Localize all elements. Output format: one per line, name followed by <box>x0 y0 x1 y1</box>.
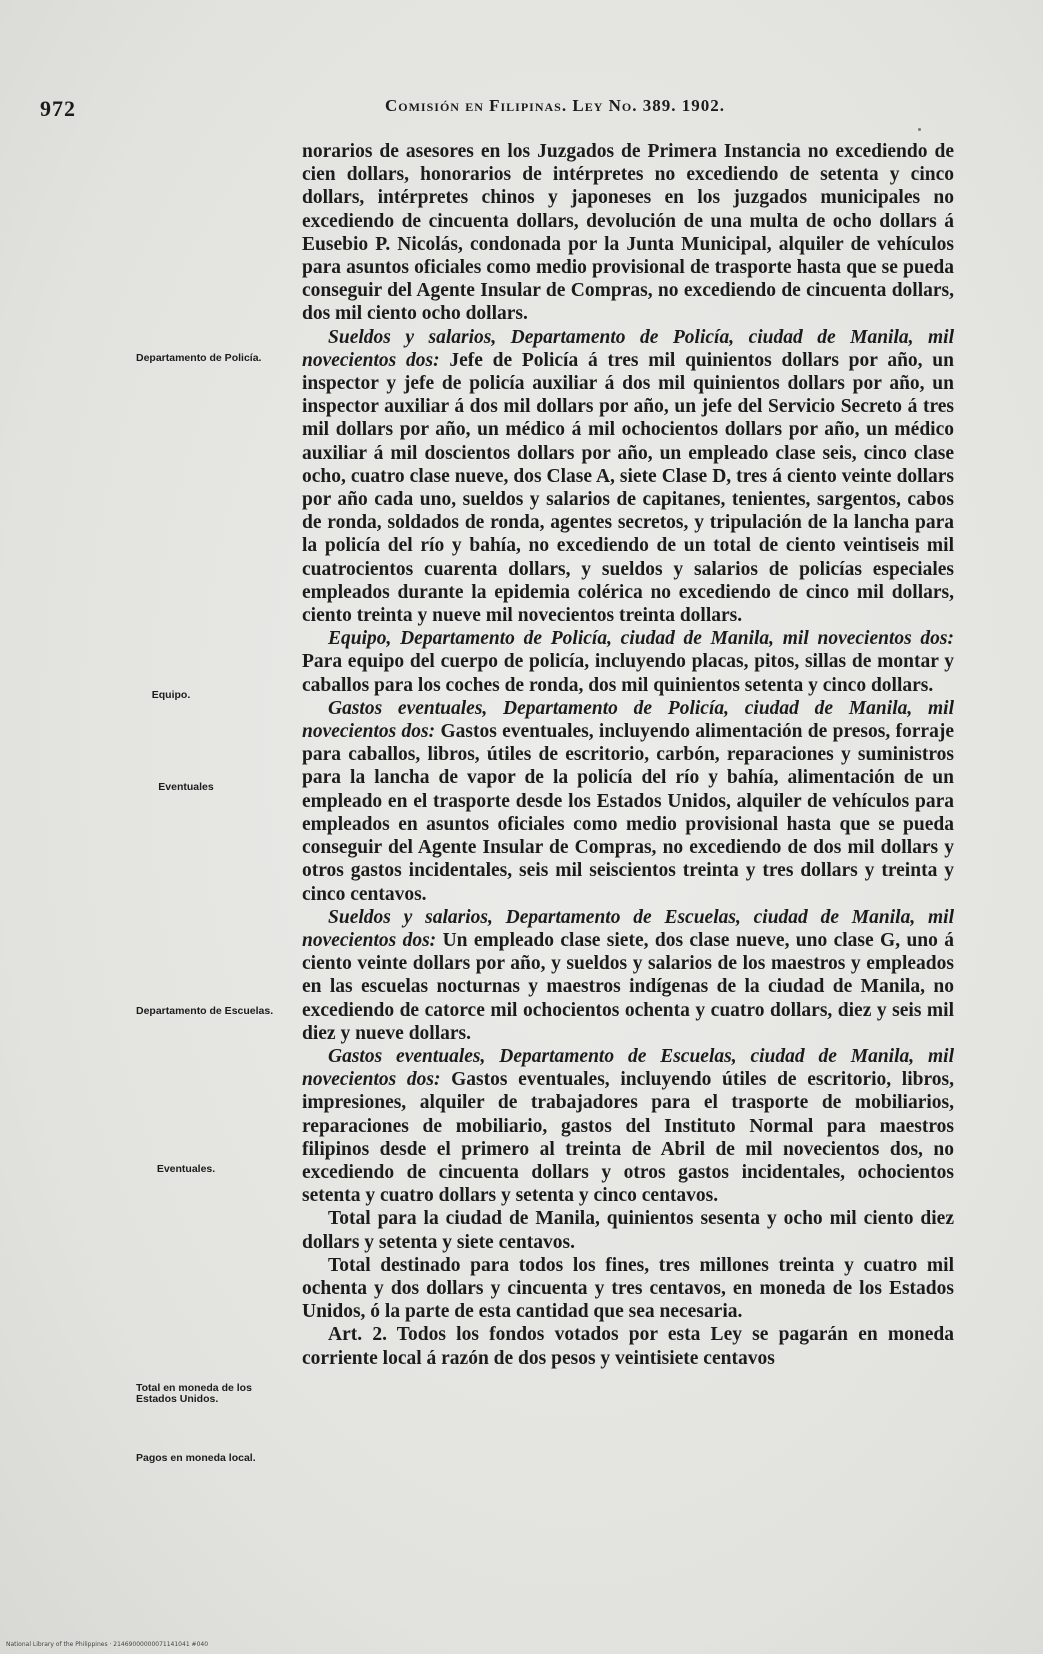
margin-note-eventuales-escuelas: Eventuales. <box>156 1163 216 1175</box>
scan-credit: National Library of the Philippines · 21469000000071141041 #040 <box>6 1641 209 1648</box>
paragraph-text: Para equipo del cuerpo de policía, incluyendo placas, pitos, sillas de montar y caballos para los coches de ronda, dos mil quinientos setenta y cinco dollars. <box>302 651 954 696</box>
paragraph-article-2: Art. 2. Todos los fondos votados por esta Ley se pagarán en moneda corriente local á razón de dos pesos y veintisiete centavos <box>302 1324 954 1369</box>
paragraph-text: Gastos eventuales, incluyendo útiles de escritorio, libros, impresiones, alquiler de trabajadores para el trasporte de mobiliarios, reparaciones de mobiliario, gastos del Instituto Normal para maestros filipinos desde el primero al treinta de Abril de mil novecientos dos, no excediendo de cincuenta dollars y otros gastos incidentales, ochocientos setenta y cuatro dollars y setenta y cinco centavos. <box>302 1069 954 1207</box>
paragraph-continuation: norarios de asesores en los Juzgados de Primera Instancia no excediendo de cien dollars, honorarios de intérpretes no excediendo de setenta y cinco dollars, intérpretes chinos y japoneses en los juzgados municipales no excediendo de cincuenta dollars, devolución de una multa de ocho dollars á Eusebio P. Nicolás, condonada por la Junta Municipal, alquiler de vehículos para asuntos oficiales como medio provisional de trasporte hasta que se pueda conseguir del Agente Insular de Compras, no excediendo de cincuenta dollars, dos mil ciento ocho dollars. <box>302 141 954 325</box>
margin-note-total: Total en moneda de los Estados Unidos. <box>136 1382 252 1405</box>
paragraph-text: Gastos eventuales, incluyendo alimentación de presos, forraje para caballos, libros, útiles de escritorio, carbón, reparaciones y suministros para la lancha de vapor de la policía del río y bahía, alimentación de un empleado en el trasporte desde los Estados Unidos, alquiler de vehículos para empleados en asuntos oficiales como medio provisional hasta que se pueda conseguir del Agente Insular de Compras, no excediendo de dos mil dollars y otros gastos incidentales, seis mil seiscientos treinta y tres dollars y treinta y cinco centavos. <box>302 721 954 905</box>
paragraph-heading: Sueldos y salarios, Departamento de Escuelas, ciudad de Manila, mil novecientos dos: <box>302 906 954 951</box>
paragraph-heading: Gastos eventuales, Departamento de Escuelas, ciudad de Manila, mil novecientos dos: <box>302 1045 954 1091</box>
paragraph-heading: Equipo, Departamento de Policía, ciudad de Manila, mil novecientos dos: <box>328 628 954 650</box>
margin-note-policia: Departamento de Policía. <box>136 352 262 364</box>
paragraph-policia-equipo <box>302 627 954 697</box>
paragraph-escuelas-sueldos <box>302 906 954 1045</box>
margin-note-eventuales-policia: Eventuales <box>158 781 214 793</box>
paragraph-policia-eventuales <box>302 697 954 906</box>
paragraph-text: Un empleado clase siete, dos clase nueve, uno clase G, uno á ciento veinte dollars por año, y sueldos y salarios de los maestros y empleados en las escuelas nocturnas y maestros indígenas de la ciudad de Manila, no excediendo de catorce mil ochocientos ochenta y cuatro dollars, diez y seis mil diez y nueve dollars. <box>302 929 954 1044</box>
running-head: Comisión en Filipinas. Ley No. 389. 1902. <box>385 96 725 115</box>
paragraph-text: Jefe de Policía á tres mil quinientos dollars por año, un inspector y jefe de policía auxiliar á dos mil quinientos dollars por año, un inspector auxiliar á dos mil dollars por año, un jefe del Servicio Secreto á tres mil dollars por año, un médico á mil ochocientos dollars por año, un médico auxiliar á mil doscientos dollars por año, un empleado clase seis, cinco clase ocho, cuatro clase nueve, dos Clase A, siete Clase D, tres á ciento veinte dollars por año cada uno, sueldos y salarios de capitanes, tenientes, sargentos, cabos de ronda, soldados de ronda, agentes secretos, y tripulación de la lancha para la policía del río y bahía, no excediendo de un total de ciento veintiseis mil cuatrocientos cuarenta dollars, y sueldos y salarios de policías especiales empleados durante la epidemia colérica no excediendo de cinco mil dollars, ciento treinta y nueve mil novecientos treinta dollars. <box>302 349 954 627</box>
speck-mark <box>918 128 921 131</box>
paragraph-heading: Sueldos y salarios, Departamento de Policía, ciudad de Manila, mil novecientos dos: <box>302 326 954 371</box>
paragraph-heading: Gastos eventuales, Departamento de Policía, ciudad de Manila, mil novecientos dos: <box>302 697 954 743</box>
margin-note-equipo: Equipo. <box>151 689 191 701</box>
paragraph-total-general: Total destinado para todos los fines, tres millones treinta y cuatro mil ochenta y dos dollars y cincuenta y tres centavos, en moneda de los Estados Unidos, ó la parte de esta cantidad que sea necesaria. <box>302 1254 954 1323</box>
paragraph-total-manila: Total para la ciudad de Manila, quinientos sesenta y ocho mil ciento diez dollars y setenta y siete centavos. <box>302 1208 954 1253</box>
margin-note-escuelas: Departamento de Escuelas. <box>136 1005 274 1017</box>
margin-note-pagos: Pagos en moneda local. <box>136 1452 256 1464</box>
page-number: 972 <box>40 96 76 121</box>
paragraph-policia-sueldos <box>302 326 954 628</box>
paragraph-escuelas-eventuales <box>302 1045 954 1207</box>
body-text <box>302 140 954 1370</box>
